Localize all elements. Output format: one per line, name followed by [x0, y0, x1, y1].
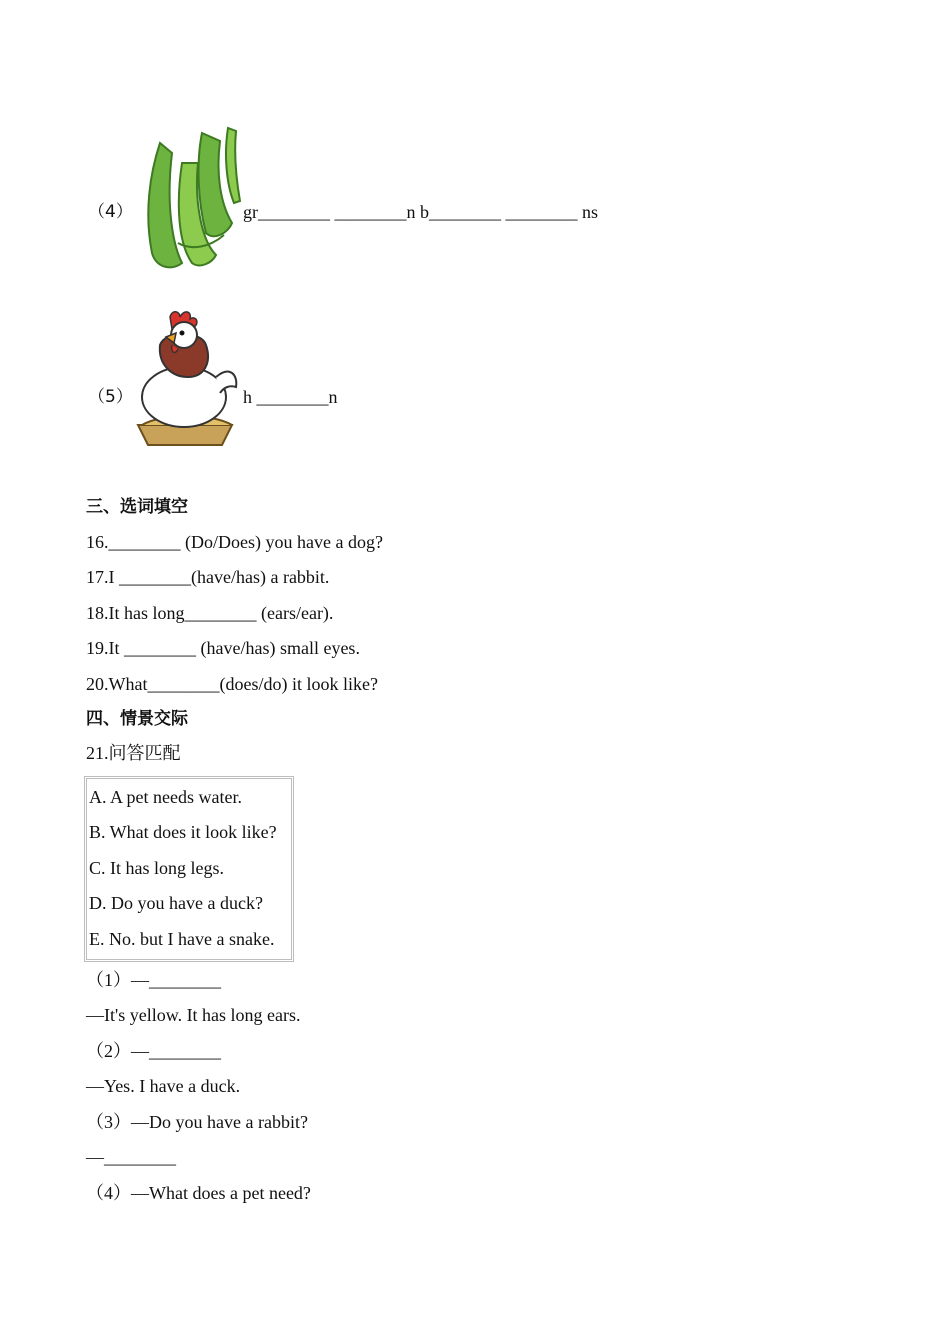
hen-icon — [132, 305, 242, 455]
dialog-1-question: （1）—________ — [86, 970, 221, 990]
item-4-label: （4） — [88, 202, 133, 222]
dialog-3-answer: —________ — [86, 1147, 176, 1167]
item-5-label: （5） — [88, 387, 133, 407]
dialog-3-question: （3）—Do you have a rabbit? — [86, 1112, 308, 1132]
option-a: A. A pet needs water. — [89, 787, 242, 807]
question-19: 19.It ________ (have/has) small eyes. — [86, 638, 360, 658]
option-e: E. No. but I have a snake. — [89, 929, 275, 949]
dialog-2-question: （2）—________ — [86, 1041, 221, 1061]
section-3-heading: 三、选词填空 — [86, 497, 188, 517]
option-d: D. Do you have a duck? — [89, 893, 263, 913]
dialog-4-question: （4）—What does a pet need? — [86, 1183, 311, 1203]
question-20: 20.What________(does/do) it look like? — [86, 674, 378, 694]
question-18: 18.It has long________ (ears/ear). — [86, 603, 334, 623]
dialog-1-answer: —It's yellow. It has long ears. — [86, 1005, 301, 1025]
question-21-title-text: 21.问答匹配 — [86, 743, 181, 763]
option-c: C. It has long legs. — [89, 858, 224, 878]
item-4-blank-text: gr________ ________n b________ ________ ns — [243, 202, 598, 222]
options-box — [84, 776, 294, 962]
question-21-title — [86, 741, 181, 765]
section-4-heading: 四、情景交际 — [86, 709, 188, 729]
green-beans-icon — [132, 123, 242, 273]
dialog-2-answer: —Yes. I have a duck. — [86, 1076, 241, 1096]
question-17: 17.I ________(have/has) a rabbit. — [86, 567, 330, 587]
option-b: B. What does it look like? — [89, 822, 277, 842]
item-5-blank-text: h ________n — [243, 387, 338, 407]
question-16: 16.________ (Do/Does) you have a dog? — [86, 532, 383, 552]
